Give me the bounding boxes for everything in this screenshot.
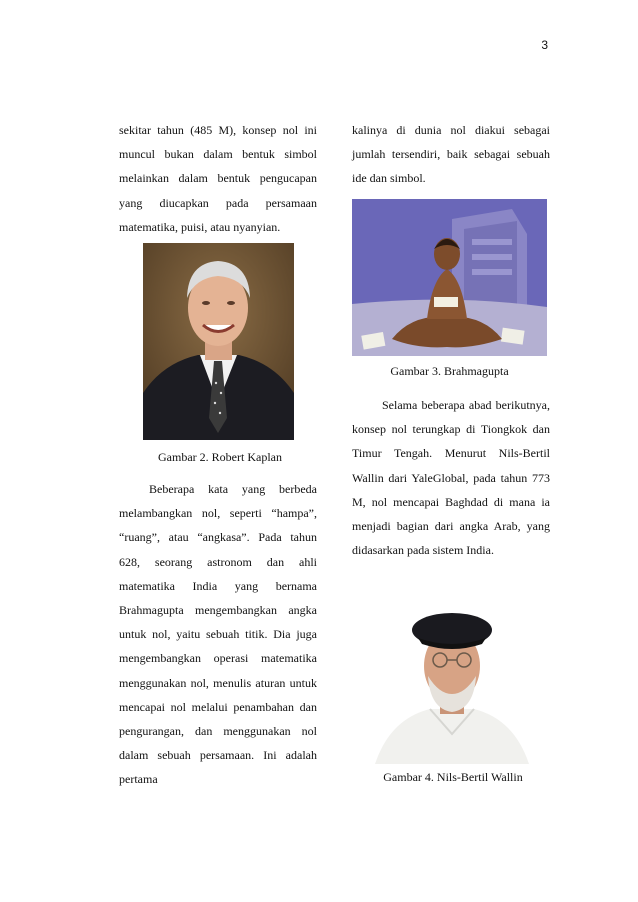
left-paragraph-2: Beberapa kata yang berbeda melambangkan nol, seperti “hampa”, “ruang”, atau “angkasa”. Pada tahun 628, seorang astronom dan ahli matematika India yang bernama Brahmagupta mengembangkan angka untuk nol, yaitu sebuah titik. Dia juga mengembangkan operasi matematika menggunakan nol, menulis aturan untuk mencapai nol melalui penambahan dan pengurangan, dan menggunakan nol dalam sebuah persamaan. Ini adalah pertama xyxy=(119,482,317,787)
figure-3-caption: Gambar 3. Brahmagupta xyxy=(390,364,509,378)
left-column-top xyxy=(119,118,317,239)
nils-bertil-wallin-photo xyxy=(370,604,534,764)
right-paragraph-2: Selama beberapa abad berikutnya, konsep nol terungkap di Tiongkok dan Timur Tengah. Menurut Nils-Bertil Wallin dari YaleGlobal, pada tahun 773 M, nol mencapai Baghdad di mana ia menjadi bagian dari angka Arab, yang didasarkan pada sistem India. xyxy=(352,398,550,558)
robert-kaplan-photo xyxy=(143,243,294,440)
right-column-top xyxy=(352,118,550,191)
figure-4-caption: Gambar 4. Nils-Bertil Wallin xyxy=(383,770,523,784)
left-column-bottom xyxy=(119,477,317,792)
brahmagupta-illustration xyxy=(352,199,547,356)
page-number: 3 xyxy=(541,38,548,52)
left-paragraph-1: sekitar tahun (485 M), konsep nol ini muncul bukan dalam bentuk simbol melainkan dalam bentuk pengucapan yang diucapkan pada persamaan matematika, puisi, atau nyanyian. xyxy=(119,123,317,234)
figure-2-caption: Gambar 2. Robert Kaplan xyxy=(158,450,282,464)
right-paragraph-1: kalinya di dunia nol diakui sebagai jumlah tersendiri, baik sebagai sebuah ide dan simbol. xyxy=(352,123,550,186)
right-column-bottom xyxy=(352,393,550,562)
